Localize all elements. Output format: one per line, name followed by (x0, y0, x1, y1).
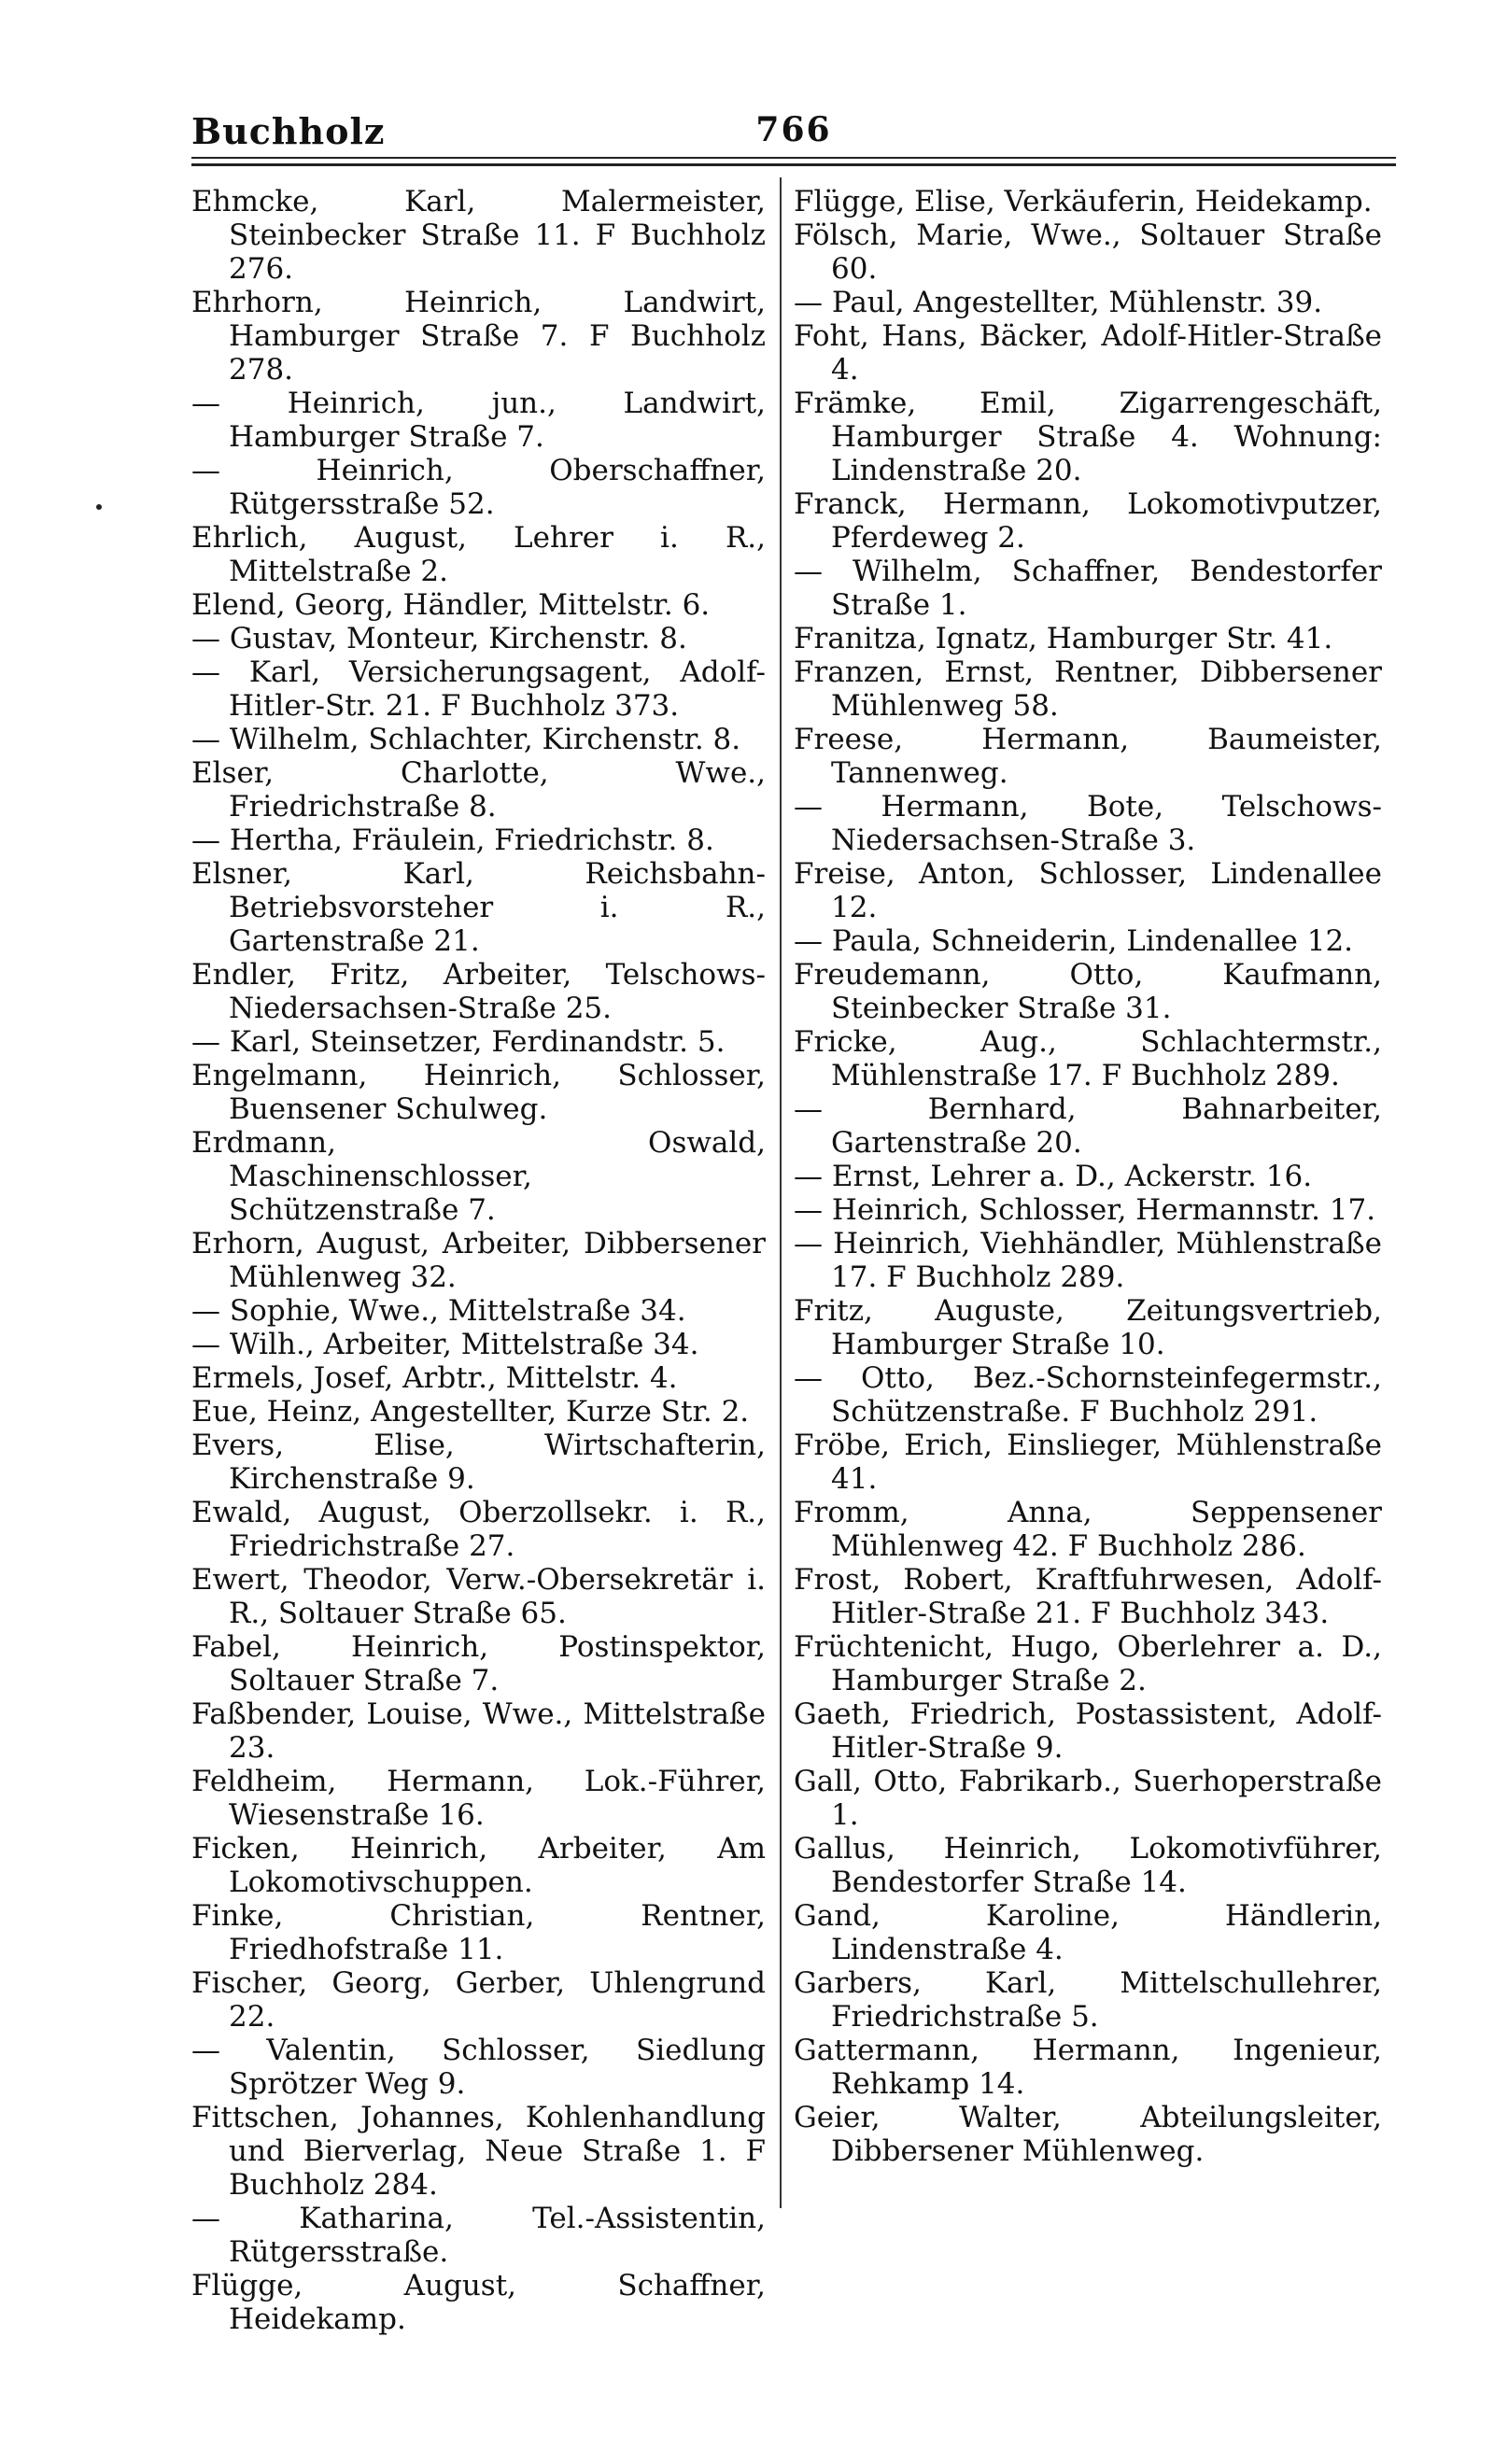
directory-entry: Freise, Anton, Schlosser, Lindenallee 12. (794, 857, 1382, 924)
directory-entry: Endler, Fritz, Arbeiter, Telschows-Niedersachsen-Straße 25. (191, 958, 766, 1025)
directory-entry: Eue, Heinz, Angestellter, Kurze Str. 2. (191, 1395, 750, 1429)
directory-entry: — Wilh., Arbeiter, Mittelstraße 34. (191, 1328, 699, 1361)
directory-entry: Freudemann, Otto, Kaufmann, Steinbecker Straße 31. (794, 958, 1382, 1025)
directory-entry: — Wilhelm, Schaffner, Bendestorfer Straße 1. (794, 555, 1382, 622)
column-divider (780, 177, 782, 2208)
directory-entry: Fabel, Heinrich, Postinspektor, Soltauer Straße 7. (191, 1630, 766, 1697)
margin-dot (96, 504, 102, 510)
directory-entry: Fromm, Anna, Seppensener Mühlenweg 42. F Buchholz 286. (794, 1496, 1382, 1563)
directory-entry: Ehrhorn, Heinrich, Landwirt, Hamburger Straße 7. F Buchholz 278. (191, 286, 766, 387)
directory-entry: — Heinrich, Viehhändler, Mühlenstraße 17. F Buchholz 289. (794, 1227, 1382, 1294)
directory-entry: Ehrlich, August, Lehrer i. R., Mittelstraße 2. (191, 521, 766, 588)
directory-entry: — Heinrich, jun., Landwirt, Hamburger Straße 7. (191, 387, 766, 454)
directory-entry: Fischer, Georg, Gerber, Uhlengrund 22. (191, 1966, 766, 2034)
directory-entry: Evers, Elise, Wirtschafterin, Kirchenstraße 9. (191, 1429, 766, 1496)
directory-entry: — Valentin, Schlosser, Siedlung Sprötzer Weg 9. (191, 2034, 766, 2101)
directory-entry: Ewert, Theodor, Verw.-Obersekretär i. R., Soltauer Straße 65. (191, 1563, 766, 1630)
header-rule-thick (191, 163, 1396, 166)
directory-entry: Främke, Emil, Zigarrengeschäft, Hamburger Straße 4. Wohnung: Lindenstraße 20. (794, 387, 1382, 487)
directory-entry: Fröbe, Erich, Einslieger, Mühlenstraße 41. (794, 1429, 1382, 1496)
directory-entry: Freese, Hermann, Baumeister, Tannenweg. (794, 723, 1382, 790)
directory-entry: Früchtenicht, Hugo, Oberlehrer a. D., Hamburger Straße 2. (794, 1630, 1382, 1697)
directory-entry: — Heinrich, Schlosser, Hermannstr. 17. (794, 1193, 1376, 1227)
page-number: 766 (755, 110, 832, 149)
directory-entry: Gattermann, Hermann, Ingenieur, Rehkamp 14. (794, 2034, 1382, 2101)
right-column (794, 185, 1382, 2168)
directory-entry: — Paula, Schneiderin, Lindenallee 12. (794, 924, 1354, 958)
directory-entry: — Ernst, Lehrer a. D., Ackerstr. 16. (794, 1160, 1313, 1193)
directory-entry: — Hermann, Bote, Telschows-Niedersachsen-Straße 3. (794, 790, 1382, 857)
directory-entry: Geier, Walter, Abteilungsleiter, Dibbersener Mühlenweg. (794, 2101, 1382, 2168)
directory-entry: Fritz, Auguste, Zeitungsvertrieb, Hamburger Straße 10. (794, 1294, 1382, 1361)
directory-entry: Franzen, Ernst, Rentner, Dibbersener Mühlenweg 58. (794, 655, 1382, 723)
directory-entry: Elsner, Karl, Reichsbahn-Betriebsvorsteher i. R., Gartenstraße 21. (191, 857, 766, 958)
directory-entry: Erhorn, August, Arbeiter, Dibbersener Mühlenweg 32. (191, 1227, 766, 1294)
directory-entry: Faßbender, Louise, Wwe., Mittelstraße 23. (191, 1697, 766, 1765)
directory-entry: — Gustav, Monteur, Kirchenstr. 8. (191, 622, 687, 655)
directory-entry: — Karl, Versicherungsagent, Adolf-Hitler-Str. 21. F Buchholz 373. (191, 655, 766, 723)
left-column (191, 185, 766, 2336)
directory-entry: Flügge, August, Schaffner, Heidekamp. (191, 2269, 766, 2336)
directory-entry: Ficken, Heinrich, Arbeiter, Am Lokomotivschuppen. (191, 1832, 766, 1899)
directory-entry: Engelmann, Heinrich, Schlosser, Buensener Schulweg. (191, 1059, 766, 1126)
directory-entry: Foht, Hans, Bäcker, Adolf-Hitler-Straße 4. (794, 319, 1382, 387)
directory-entry: Garbers, Karl, Mittelschullehrer, Friedrichstraße 5. (794, 1966, 1382, 2034)
directory-entry: Ewald, August, Oberzollsekr. i. R., Friedrichstraße 27. (191, 1496, 766, 1563)
directory-entry: Gand, Karoline, Händlerin, Lindenstraße 4. (794, 1899, 1382, 1966)
directory-entry: Franck, Hermann, Lokomotivputzer, Pferdeweg 2. (794, 487, 1382, 555)
directory-entry: Finke, Christian, Rentner, Friedhofstraße 11. (191, 1899, 766, 1966)
directory-entry: Erdmann, Oswald, Maschinenschlosser, Schützenstraße 7. (191, 1126, 766, 1227)
directory-entry: Fölsch, Marie, Wwe., Soltauer Straße 60. (794, 218, 1382, 286)
directory-entry: Fricke, Aug., Schlachtermstr., Mühlenstraße 17. F Buchholz 289. (794, 1025, 1382, 1092)
directory-entry: Elser, Charlotte, Wwe., Friedrichstraße 8. (191, 756, 766, 824)
directory-entry: Elend, Georg, Händler, Mittelstr. 6. (191, 588, 711, 622)
directory-entry: Flügge, Elise, Verkäuferin, Heidekamp. (794, 185, 1373, 218)
directory-entry: Ermels, Josef, Arbtr., Mittelstr. 4. (191, 1361, 678, 1395)
directory-entry: — Karl, Steinsetzer, Ferdinandstr. 5. (191, 1025, 726, 1059)
directory-entry: Ehmcke, Karl, Malermeister, Steinbecker Straße 11. F Buchholz 276. (191, 185, 766, 286)
directory-entry: Franitza, Ignatz, Hamburger Str. 41. (794, 622, 1333, 655)
directory-entry: — Katharina, Tel.-Assistentin, Rütgersstraße. (191, 2202, 766, 2269)
directory-entry: — Sophie, Wwe., Mittelstraße 34. (191, 1294, 686, 1328)
directory-entry: Gaeth, Friedrich, Postassistent, Adolf-Hitler-Straße 9. (794, 1697, 1382, 1765)
directory-entry: Fittschen, Johannes, Kohlenhandlung und Bierverlag, Neue Straße 1. F Buchholz 284. (191, 2101, 766, 2202)
directory-entry: — Heinrich, Oberschaffner, Rütgersstraße 52. (191, 454, 766, 521)
directory-entry: Feldheim, Hermann, Lok.-Führer, Wiesenstraße 16. (191, 1765, 766, 1832)
directory-entry: Gall, Otto, Fabrikarb., Suerhoperstraße 1. (794, 1765, 1382, 1832)
directory-entry: — Otto, Bez.-Schornsteinfegermstr., Schützenstraße. F Buchholz 291. (794, 1361, 1382, 1429)
directory-entry: Frost, Robert, Kraftfuhrwesen, Adolf-Hitler-Straße 21. F Buchholz 343. (794, 1563, 1382, 1630)
header-rule-thin (191, 157, 1396, 159)
directory-entry: Gallus, Heinrich, Lokomotivführer, Bendestorfer Straße 14. (794, 1832, 1382, 1899)
directory-entry: — Wilhelm, Schlachter, Kirchenstr. 8. (191, 723, 741, 756)
directory-entry: — Hertha, Fräulein, Friedrichstr. 8. (191, 824, 714, 857)
running-head-town: Buchholz (191, 110, 386, 152)
directory-entry: — Bernhard, Bahnarbeiter, Gartenstraße 20. (794, 1092, 1382, 1160)
directory-entry: — Paul, Angestellter, Mühlenstr. 39. (794, 286, 1323, 319)
